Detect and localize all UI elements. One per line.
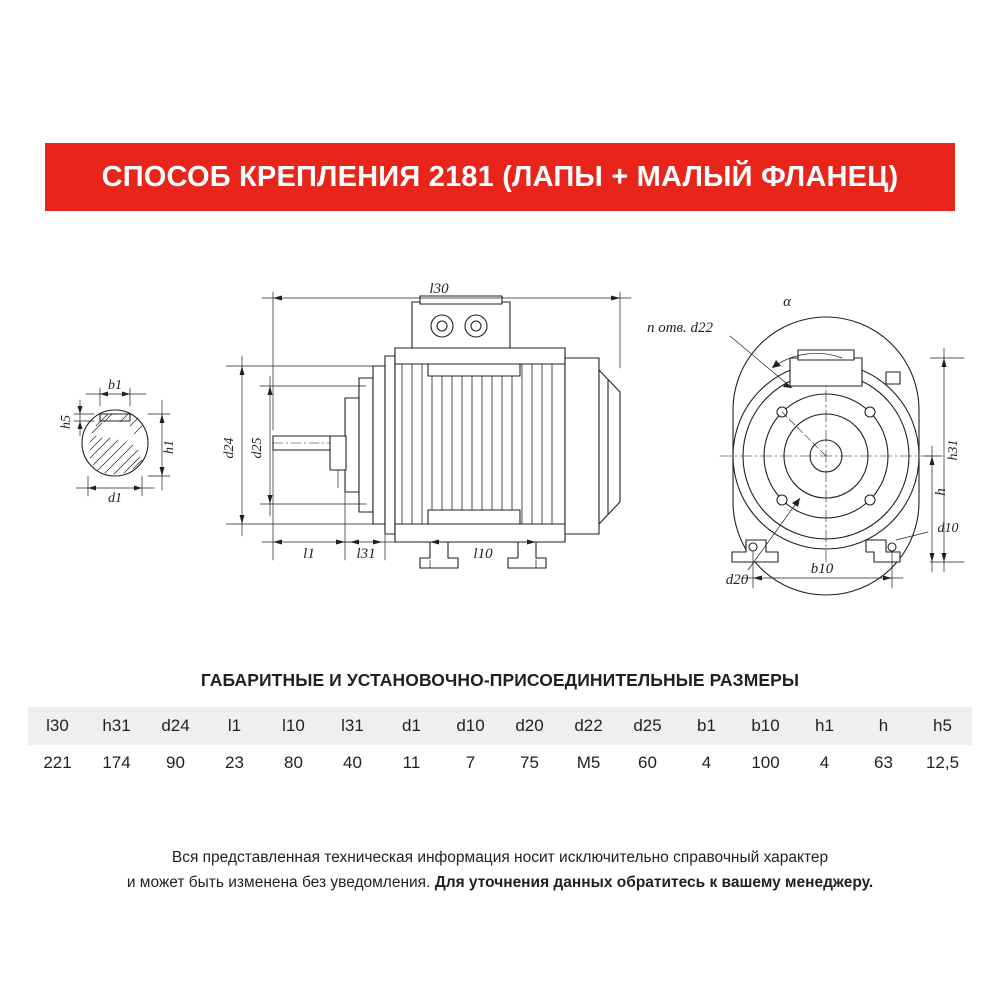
- technical-drawing: [30, 240, 970, 630]
- table-cell: 23: [205, 745, 264, 781]
- table-header-cell: d1: [382, 707, 441, 745]
- label-h31: h31: [946, 439, 961, 461]
- table-header-cell: h31: [87, 707, 146, 745]
- table-header-row: [28, 707, 972, 745]
- table-header-cell: h1: [795, 707, 854, 745]
- label-alpha: α: [783, 294, 791, 310]
- label-d24: d24: [222, 437, 237, 459]
- label-d25: d25: [250, 437, 265, 459]
- title-banner: [45, 143, 955, 211]
- label-b10: b10: [810, 561, 834, 577]
- label-d10: d10: [937, 521, 959, 536]
- table-header-cell: l10: [264, 707, 323, 745]
- table-cell: 12,5: [913, 745, 972, 781]
- table-header-cell: d10: [441, 707, 500, 745]
- disclaimer: [0, 845, 1000, 895]
- table-header-cell: d22: [559, 707, 618, 745]
- table-header-cell: d25: [618, 707, 677, 745]
- table-cell: 63: [854, 745, 913, 781]
- label-l10: l10: [473, 546, 493, 562]
- label-h5: h5: [59, 415, 74, 429]
- table-cell: 60: [618, 745, 677, 781]
- dimensions-table: [28, 707, 972, 781]
- table-cell: 174: [87, 745, 146, 781]
- label-l1: l1: [303, 546, 315, 562]
- table-header-cell: l31: [323, 707, 382, 745]
- table-cell: 40: [323, 745, 382, 781]
- disclaimer-line-2-plain: и может быть изменена без уведомления.: [126, 874, 435, 891]
- table-header-cell: l30: [28, 707, 87, 745]
- table-cell: M5: [559, 745, 618, 781]
- label-d20: d20: [725, 572, 749, 588]
- table-cell: 4: [677, 745, 736, 781]
- table-header-cell: h5: [913, 707, 972, 745]
- label-l31: l31: [356, 546, 376, 562]
- disclaimer-line-2-bold: Для уточнения данных обратитесь к вашему менеджеру.: [434, 874, 874, 891]
- label-b1: b1: [108, 378, 122, 393]
- table-row: [28, 745, 972, 781]
- page-title: СПОСОБ КРЕПЛЕНИЯ 2181 (ЛАПЫ + МАЛЫЙ ФЛАНЕЦ): [101, 160, 899, 193]
- dimensions-table-title: ГАБАРИТНЫЕ И УСТАНОВОЧНО-ПРИСОЕДИНИТЕЛЬНЫЕ РАЗМЕРЫ: [200, 670, 800, 690]
- label-h1: h1: [162, 440, 177, 454]
- table-cell: 7: [441, 745, 500, 781]
- table-header-cell: d24: [146, 707, 205, 745]
- table-cell: 75: [500, 745, 559, 781]
- side-elevation-view: [273, 296, 620, 568]
- label-l30: l30: [429, 281, 449, 297]
- table-header-cell: l1: [205, 707, 264, 745]
- label-h: h: [933, 488, 949, 496]
- table-cell: 100: [736, 745, 795, 781]
- label-d1: d1: [108, 491, 122, 506]
- table-header-cell: b1: [677, 707, 736, 745]
- table-cell: 221: [28, 745, 87, 781]
- table-header-cell: h: [854, 707, 913, 745]
- motor-drawing-svg: [30, 240, 970, 630]
- table-cell: 80: [264, 745, 323, 781]
- disclaimer-line-2: [0, 870, 1000, 895]
- disclaimer-line-1: Вся представленная техническая информация носит исключительно справочный характер: [171, 849, 829, 866]
- shaft-section-view: [82, 410, 148, 476]
- table-cell: 90: [146, 745, 205, 781]
- table-cell: 4: [795, 745, 854, 781]
- table-header-cell: b10: [736, 707, 795, 745]
- table-cell: 11: [382, 745, 441, 781]
- label-n-holes: n отв. d22: [646, 320, 714, 336]
- table-header-cell: d20: [500, 707, 559, 745]
